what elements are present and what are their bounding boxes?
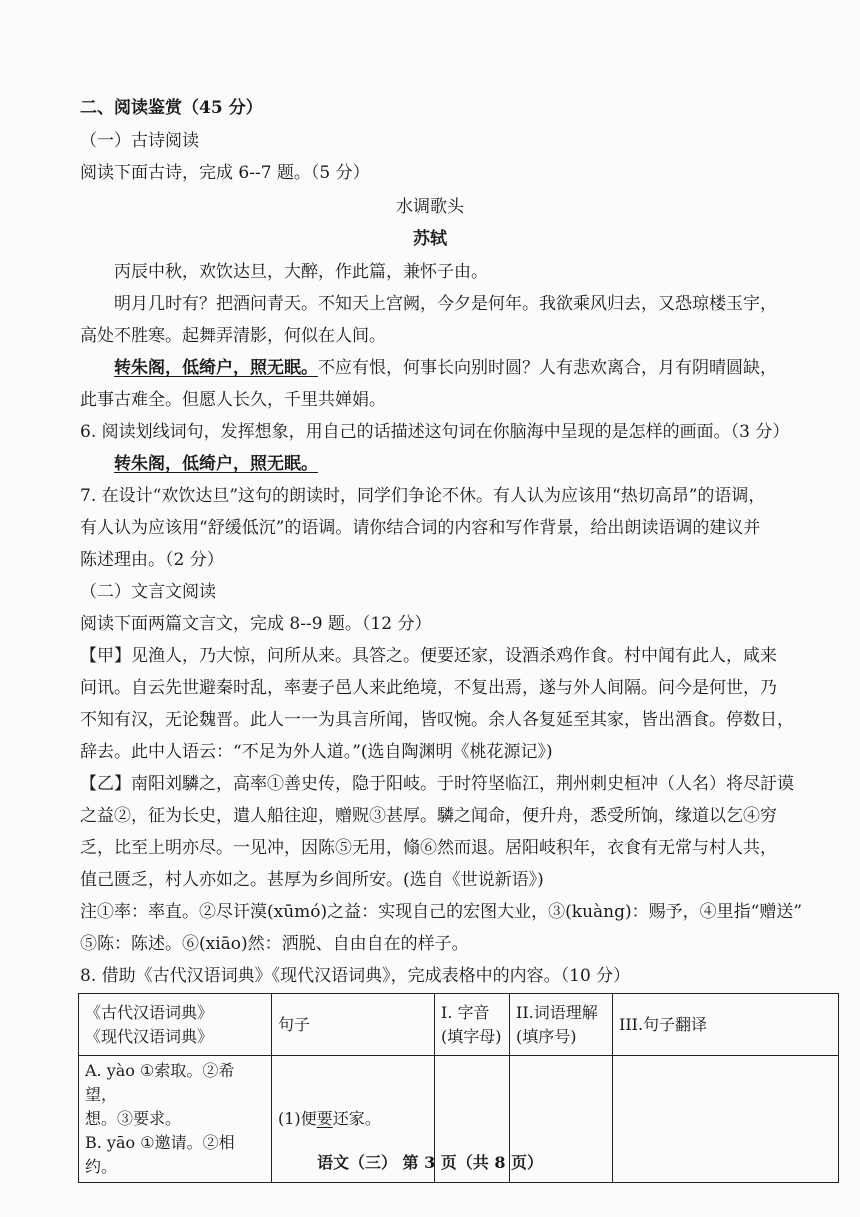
sentence-pre: (1)便	[278, 1109, 317, 1128]
page-footer: 语文（三） 第 3 页（共 8 页）	[316, 1153, 544, 1172]
poem-author: 苏轼	[413, 229, 447, 249]
header-pron-label: I. 字音	[441, 1002, 490, 1022]
poem-line: 高处不胜寒。起舞弄清影，何似在人间。	[80, 326, 386, 346]
question-7-line: 7. 在设计“欢饮达旦”这句的朗读时，同学们争论不休。有人认为应该用“热切高昂”的语调，	[80, 486, 766, 506]
poem-line-rest: 不应有恨，何事长向别时圆？人有悲欢离合，月有阴晴圆缺，	[318, 358, 777, 378]
header-dict-modern: 《现代汉语词典》	[85, 1026, 214, 1046]
part2-instruction: 阅读下面两篇文言文，完成 8--9 题。（12 分）	[80, 614, 432, 634]
part2-heading: （二）文言文阅读	[80, 582, 216, 602]
part1-heading: （一）古诗阅读	[80, 131, 199, 151]
header-pron-hint: (填字母)	[441, 1026, 502, 1046]
passage-yi-line: 乏，比至上明亦尽。一见冲，因陈⑤无用，翛⑥然而退。居阳岐积年，衣食有无常与村人共，	[80, 838, 777, 858]
table-header-row	[79, 994, 839, 1056]
passage-yi-line: 之益②，征为长史，遣人船往迎，赠贶③甚厚。驎之闻命，便升舟，悉受所饷，缘道以乞④穷	[80, 806, 777, 826]
header-meaning	[510, 994, 613, 1056]
poem-preface: 丙辰中秋，欢饮达旦，大醉，作此篇，兼怀子由。	[114, 262, 488, 282]
poem-line: 明月几时有？把酒问青天。不知天上宫阙，今夕是何年。我欲乘风归去，又恐琼楼玉宇，	[114, 294, 777, 314]
question-7-line: 有人认为应该用“舒缓低沉”的语调。请你结合词的内容和写作背景，给出朗读语调的建议并	[80, 518, 761, 538]
passage-yi-line: 值己匮乏，村人亦如之。甚厚为乡闾所安。(选自《世说新语》)	[80, 870, 544, 890]
annotation-line: 注①率：率直。②尽讦漠(xūmó)之益：实现自己的宏图大业，③(kuàng)：赐予，④里指“赠送”	[80, 902, 803, 922]
sentence-keyword: 要	[316, 1109, 333, 1128]
poem-line	[114, 357, 777, 379]
header-translation: III.句子翻译	[613, 994, 839, 1056]
header-mean-label: II.词语理解	[516, 1002, 598, 1022]
definition-line: A. yào ①索取。②希望，	[85, 1061, 235, 1104]
question-8: 8. 借助《古代汉语词典》《现代汉语词典》，完成表格中的内容。（10 分）	[80, 966, 631, 986]
header-dictionaries	[79, 994, 272, 1056]
question-6: 6. 阅读划线词句，发挥想象，用自己的话描述这句词在你脑海中呈现的是怎样的画面。（3 分）	[80, 422, 790, 442]
poem-title: 水调歌头	[396, 197, 464, 217]
header-mean-hint: (填序号)	[516, 1026, 577, 1046]
sentence-post: 还家。	[332, 1109, 381, 1128]
poem-line: 此事古难全。但愿人长久，千里共婵娟。	[80, 390, 386, 410]
passage-jia-line: 问讯。自云先世避秦时乱，率妻子邑人来此绝境，不复出焉，遂与外人间隔。问今是何世，乃	[80, 678, 777, 698]
header-dict-old: 《古代汉语词典》	[85, 1002, 214, 1022]
passage-jia-line: 不知有汉，无论魏晋。此人一一为具言所闻，皆叹惋。余人各复延至其家，皆出酒食。停数日，	[80, 710, 794, 730]
part1-instruction: 阅读下面古诗，完成 6--7 题。（5 分）	[80, 163, 370, 183]
question-7-line: 陈述理由。（2 分）	[80, 550, 224, 570]
annotation-line: ⑤陈：陈述。⑥(xiāo)然：洒脱、自由自在的样子。	[80, 934, 469, 954]
definition-line: 想。③要求。	[85, 1109, 182, 1128]
question-6-quote: 转朱阁，低绮户，照无眠。	[114, 454, 318, 474]
passage-jia-line: 【甲】见渔人，乃大惊，问所从来。具答之。便要还家，设酒杀鸡作食。村中闻有此人，咸来	[80, 646, 777, 666]
definition-line: B. yāo ①邀请。②相约。	[85, 1133, 235, 1176]
passage-yi-line: 【乙】南阳刘驎之，高率①善史传，隐于阳岐。于时符坚临江，荆州刺史桓冲（人名）将尽訏谟	[80, 774, 794, 794]
underlined-phrase: 转朱阁，低绮户，照无眠。	[114, 358, 318, 378]
section-heading: 二、阅读鉴赏（45 分）	[80, 98, 263, 118]
header-pronunciation	[435, 994, 510, 1056]
header-sentence: 句子	[272, 994, 435, 1056]
passage-jia-line: 辞去。此中人语云：“不足为外人道。”(选自陶渊明《桃花源记》)	[80, 742, 553, 762]
